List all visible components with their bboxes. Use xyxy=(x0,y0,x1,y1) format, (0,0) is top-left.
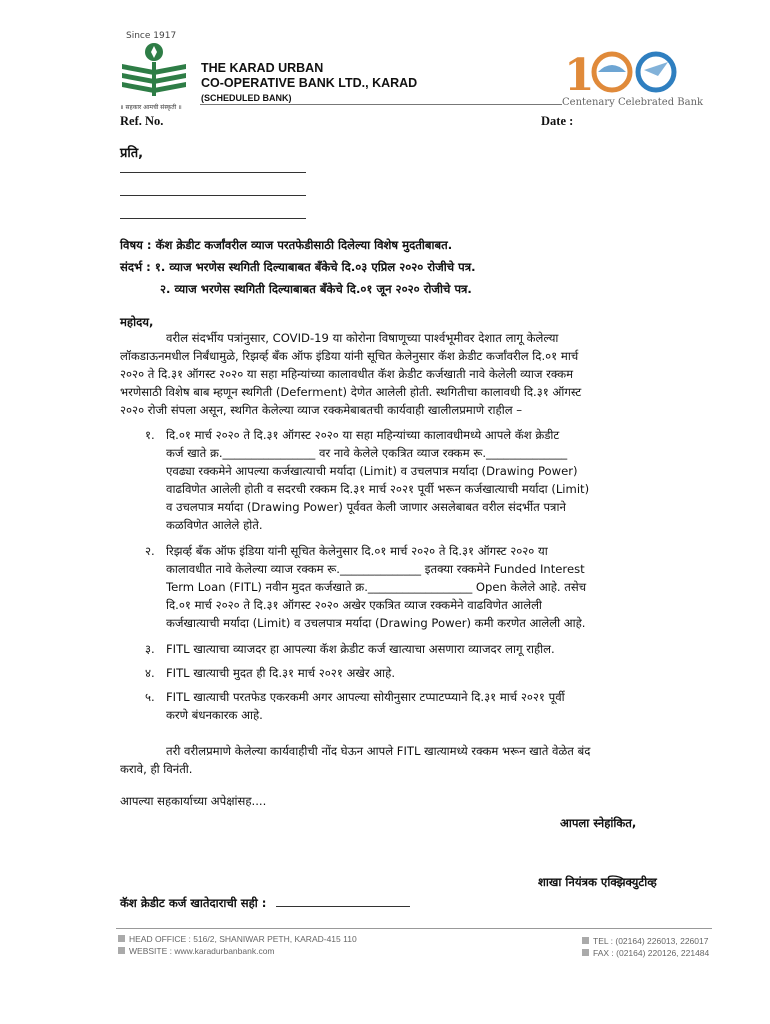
reference-line-2: २. व्याज भरणेस स्थगिती दिल्याबाबत बँकेचे दि.०१ जून २०२० रोजीचे पत्र. xyxy=(160,282,472,296)
bank-status: (SCHEDULED BANK) xyxy=(201,93,292,103)
closing-line: तरी वरीलप्रमाणे केलेल्या कार्यवाहीची नोंद घेऊन आपले FITL खात्यामध्ये रक्कम भरून खाते वेळेत बंद xyxy=(166,744,591,758)
item-line: दि.०१ मार्च २०२० ते दि.३१ ऑगस्ट २०२० अखेर एकत्रित व्याज रक्कमेने वाढविणेत आलेली xyxy=(166,598,542,612)
borrower-signature-row xyxy=(120,894,410,913)
item-line: FITL खात्याची परतफेड एकरकमी अगर आपल्या सोयीनुसार टप्पाटप्प्याने दि.३१ मार्च २०२१ पूर्वी xyxy=(166,690,565,704)
since-label: Since 1917 xyxy=(126,31,177,41)
footer-fax: FAX : (02164) 220126, 221484 xyxy=(582,948,709,958)
intro-line: वरील संदर्भीय पत्रांनुसार, COVID-19 या कोरोना विषाणूच्या पार्श्वभूमीवर देशात लागू केलेल्या xyxy=(166,331,559,345)
address-line xyxy=(120,218,306,219)
item-number: ३. xyxy=(145,642,155,656)
item-line: कळविणेत आलेले होते. xyxy=(166,518,263,532)
bullet-icon xyxy=(118,935,125,942)
item-line: रिझर्व्ह बँक ऑफ इंडिया यांनी सूचित केलेनुसार दि.०१ मार्च २०२० ते दि.३१ ऑगस्ट २०२० या xyxy=(166,544,548,558)
bank-name-line1: THE KARAD URBAN xyxy=(201,61,324,75)
footer-divider xyxy=(116,928,712,929)
item-line: Term Loan (FITL) नवीन मुदत कर्जखाते क्र.__________________ Open केलेले आहे. तसेच xyxy=(166,580,587,594)
header-divider xyxy=(200,104,562,105)
intro-line: लॉकडाऊनमधील निर्बंधामुळे, रिझर्व्ह बँक ऑफ इंडिया यांनी सूचित केलेनुसार कॅश क्रेडीट कर्जांवरील दि.०१ मार्च xyxy=(120,349,579,363)
item-line: FITL खात्याचा व्याजदर हा आपल्या कॅश क्रेडीट कर्ज खात्याचा असणारा व्याजदर लागू राहील. xyxy=(166,642,555,656)
borrower-signature-field[interactable] xyxy=(276,906,410,907)
item-line: व उचलपात्र मर्यादा (Drawing Power) पूर्ववत केली जाणार असलेबाबत वरील संदर्भीत पत्राने xyxy=(166,500,566,514)
centenary-logo xyxy=(560,40,690,100)
item-number: ५. xyxy=(145,690,155,704)
recipient-label: प्रति, xyxy=(120,146,144,161)
bank-name-line2: CO-OPERATIVE BANK LTD., KARAD xyxy=(201,76,418,90)
bank-motto: ॥ सहकार आमची संस्कृती ॥ xyxy=(120,104,182,111)
item-line: वाढविणेत आलेली होती व सदरची रक्कम दि.३१ मार्च २०२१ पूर्वी भरून कर्जखात्याची मर्यादा (Limit) xyxy=(166,482,590,496)
address-line xyxy=(120,195,306,196)
bank-logo xyxy=(118,42,190,104)
address-line xyxy=(120,172,306,173)
item-line: कर्ज खाते क्र.________________ वर नावे केलेले एकत्रित व्याज रक्कम रू.______________ xyxy=(166,446,568,460)
intro-line: २०२० ते दि.३१ ऑगस्ट २०२० या सहा महिन्यांच्या कालावधीत कॅश क्रेडीट कर्जखाती नावे केलेली व्याज रक्कम xyxy=(120,367,574,381)
intro-line: भरणेसाठी विशेष बाब म्हणून स्थगिती (Deferment) देणेत आलेली होती. स्थगितीचा कालावधी दि.३१ ऑगस्ट xyxy=(120,385,582,399)
salutation: महोदय, xyxy=(120,315,154,329)
item-line: कालावधीत नावे केलेल्या व्याज रक्कम रू.______________ इतक्या रक्कमेने Funded Interest xyxy=(166,562,585,576)
regards-line: आपला स्नेहांकित, xyxy=(560,816,637,830)
item-line: एवढ्या रक्कमेने आपल्या कर्जखात्याची मर्यादा (Limit) व उचलपात्र मर्यादा (Drawing Power) xyxy=(166,464,578,478)
item-line: करणे बंधनकारक आहे. xyxy=(166,708,263,722)
footer-telephone: TEL : (02164) 226013, 226017 xyxy=(582,936,708,946)
item-number: २. xyxy=(145,544,155,558)
closing-line: करावे, ही विनंती. xyxy=(120,762,193,776)
signatory-title: शाखा नियंत्रक एक्झिक्युटीव्ह xyxy=(538,875,657,889)
item-number: ४. xyxy=(145,666,155,680)
svg-text:1: 1 xyxy=(564,50,595,100)
intro-line: २०२० रोजी संपला असून, स्थगित केलेल्या व्याज रक्कमेबाबतची कार्यवाही खालीलप्रमाणे राहील – xyxy=(120,403,523,417)
reference-line-1: संदर्भ : १. व्याज भरणेस स्थगिती दिल्याबाबत बँकेचे दि.०३ एप्रिल २०२० रोजीचे पत्र. xyxy=(120,260,476,274)
borrower-signature-label: कॅश क्रेडीट कर्ज खातेदाराची सही : xyxy=(120,896,267,910)
item-line: कर्जखात्याची मर्यादा (Limit) व उचलपात्र मर्यादा (Drawing Power) कमी करणेत आलेली आहे. xyxy=(166,616,586,630)
footer-website: WEBSITE : www.karadurbanbank.com xyxy=(118,946,275,956)
cooperation-line: आपल्या सहकार्याच्या अपेक्षांसह.... xyxy=(120,794,267,808)
centenary-text: Centenary Celebrated Bank xyxy=(562,97,704,108)
phone-icon xyxy=(582,937,589,944)
subject-line: विषय : कॅश क्रेडीट कर्जांवरील व्याज परतफेडीसाठी दिलेल्या विशेष मुदतीबाबत. xyxy=(120,238,453,252)
item-line: दि.०१ मार्च २०२० ते दि.३१ ऑगस्ट २०२० या सहा महिन्यांच्या कालावधीमध्ये आपले कॅश क्रेडीट xyxy=(166,428,560,442)
footer-head-office: HEAD OFFICE : 516/2, SHANIWAR PETH, KARAD-415 110 xyxy=(118,934,357,944)
item-number: १. xyxy=(145,428,155,442)
date-label: Date : xyxy=(541,114,574,128)
bullet-icon xyxy=(118,947,125,954)
item-line: FITL खात्याची मुदत ही दि.३१ मार्च २०२१ अखेर आहे. xyxy=(166,666,395,680)
fax-icon xyxy=(582,949,589,956)
ref-number-label: Ref. No. xyxy=(120,114,164,128)
